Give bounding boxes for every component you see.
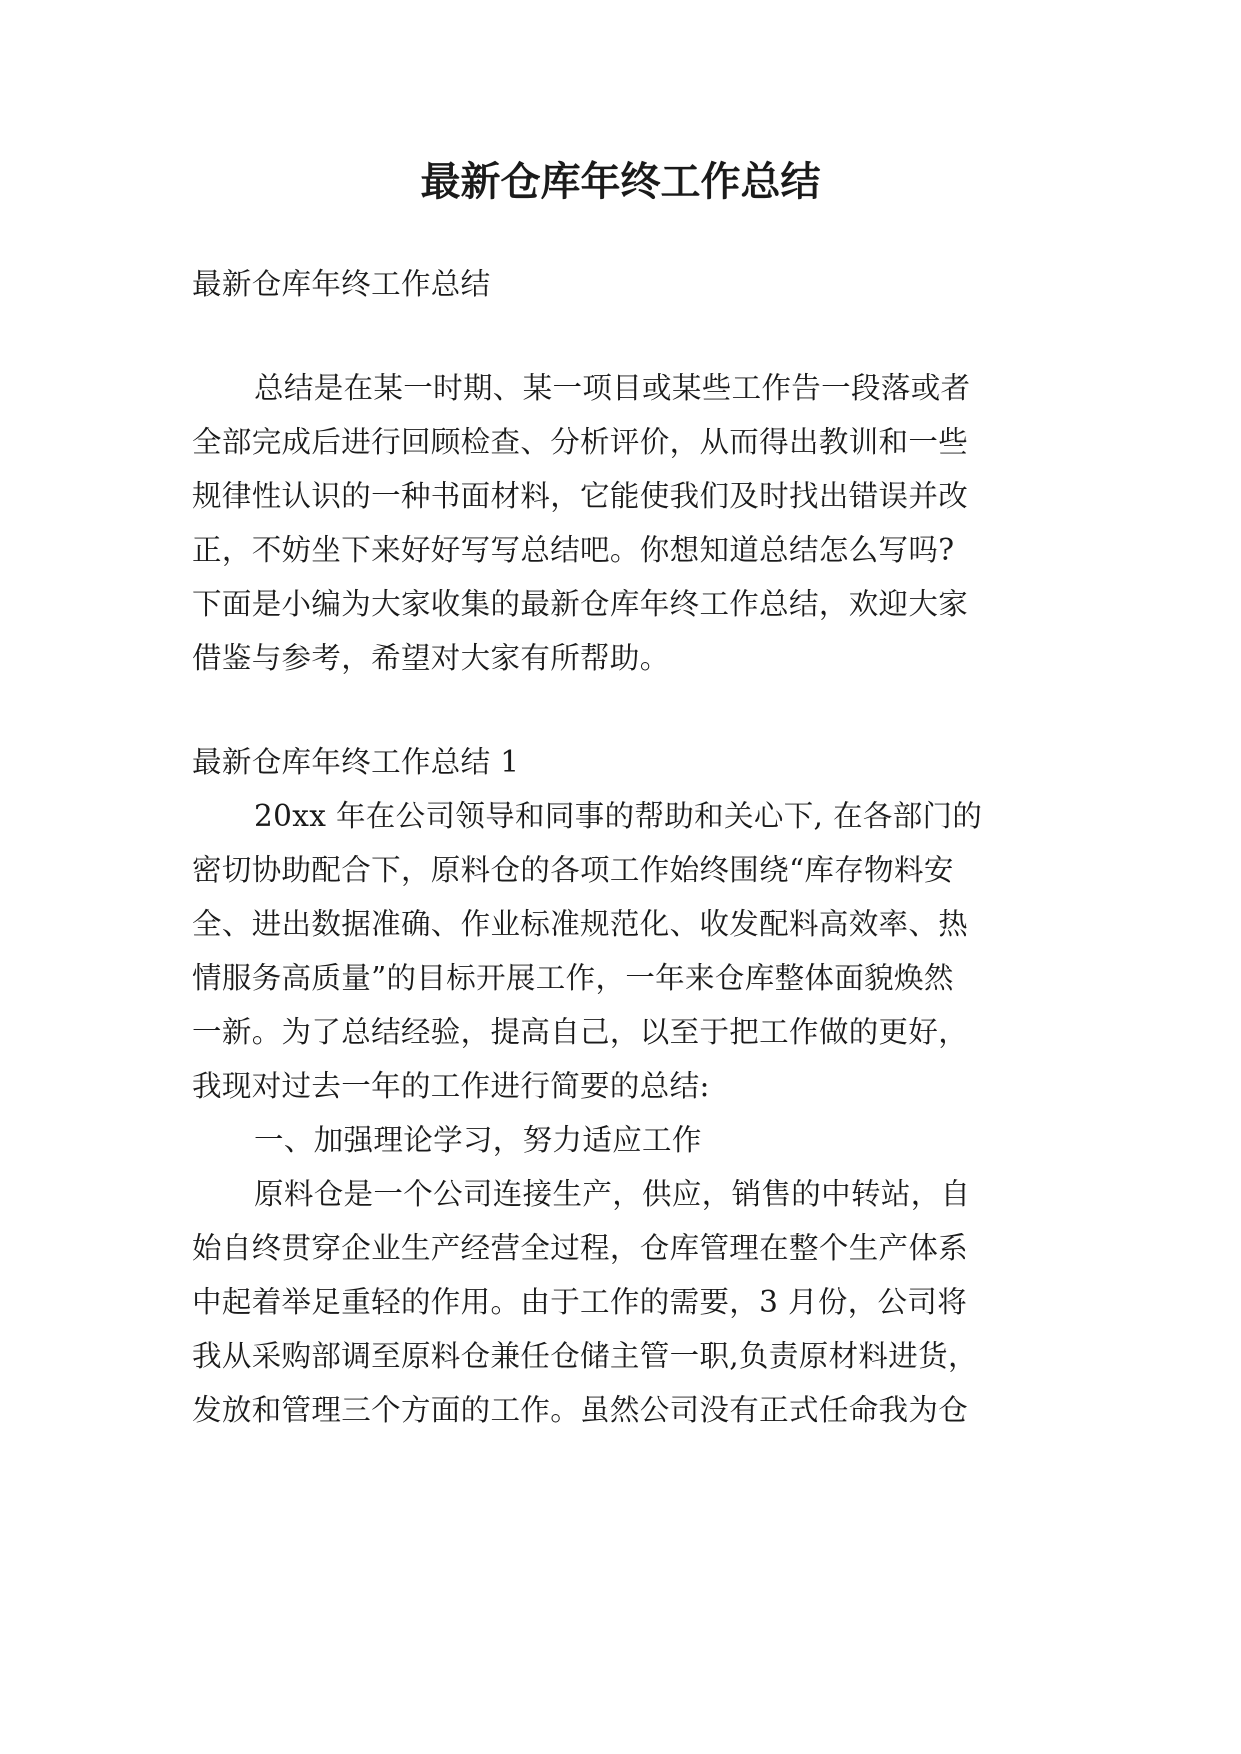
intro-line: 借鉴与参考，希望对大家有所帮助。: [192, 641, 670, 675]
section-line: 我现对过去一年的工作进行简要的总结:: [192, 1069, 710, 1103]
section-line: 中起着举足重轻的作用。由于工作的需要，3 月份，公司将: [192, 1285, 968, 1319]
section-line: 发放和管理三个方面的工作。虽然公司没有正式任命我为仓: [192, 1393, 969, 1427]
section-line: 一新。为了总结经验，提高自己，以至于把工作做的更好，: [192, 1015, 969, 1049]
intro-line: 规律性认识的一种书面材料，它能使我们及时找出错误并改: [192, 479, 969, 513]
intro-line: 总结是在某一时期、某一项目或某些工作告一段落或者: [254, 371, 971, 405]
section-line: 密切协助配合下，原料仓的各项工作始终围绕“库存物料安: [192, 853, 954, 887]
document-title: 最新仓库年终工作总结: [420, 159, 821, 205]
section-line: 原料仓是一个公司连接生产，供应，销售的中转站，自: [254, 1177, 971, 1211]
document-subtitle: 最新仓库年终工作总结: [192, 267, 491, 301]
subheading: 一、加强理论学习，努力适应工作: [254, 1123, 702, 1157]
intro-line: 全部完成后进行回顾检查、分析评价，从而得出教训和一些: [192, 425, 969, 459]
section-line: 始自终贯穿企业生产经营全过程，仓库管理在整个生产体系: [192, 1231, 969, 1265]
section-line: 20xx 年在公司领导和同事的帮助和关心下, 在各部门的: [254, 799, 983, 833]
section-line: 全、进出数据准确、作业标准规范化、收发配料高效率、热: [192, 907, 969, 941]
section-line: 情服务高质量”的目标开展工作，一年来仓库整体面貌焕然: [192, 961, 954, 995]
intro-line: 正，不妨坐下来好好写写总结吧。你想知道总结怎么写吗?: [192, 533, 955, 567]
section-line: 我从采购部调至原料仓兼任仓储主管一职,负责原材料进货，: [192, 1339, 978, 1373]
intro-line: 下面是小编为大家收集的最新仓库年终工作总结，欢迎大家: [192, 587, 969, 621]
section-heading: 最新仓库年终工作总结 1: [192, 745, 520, 779]
